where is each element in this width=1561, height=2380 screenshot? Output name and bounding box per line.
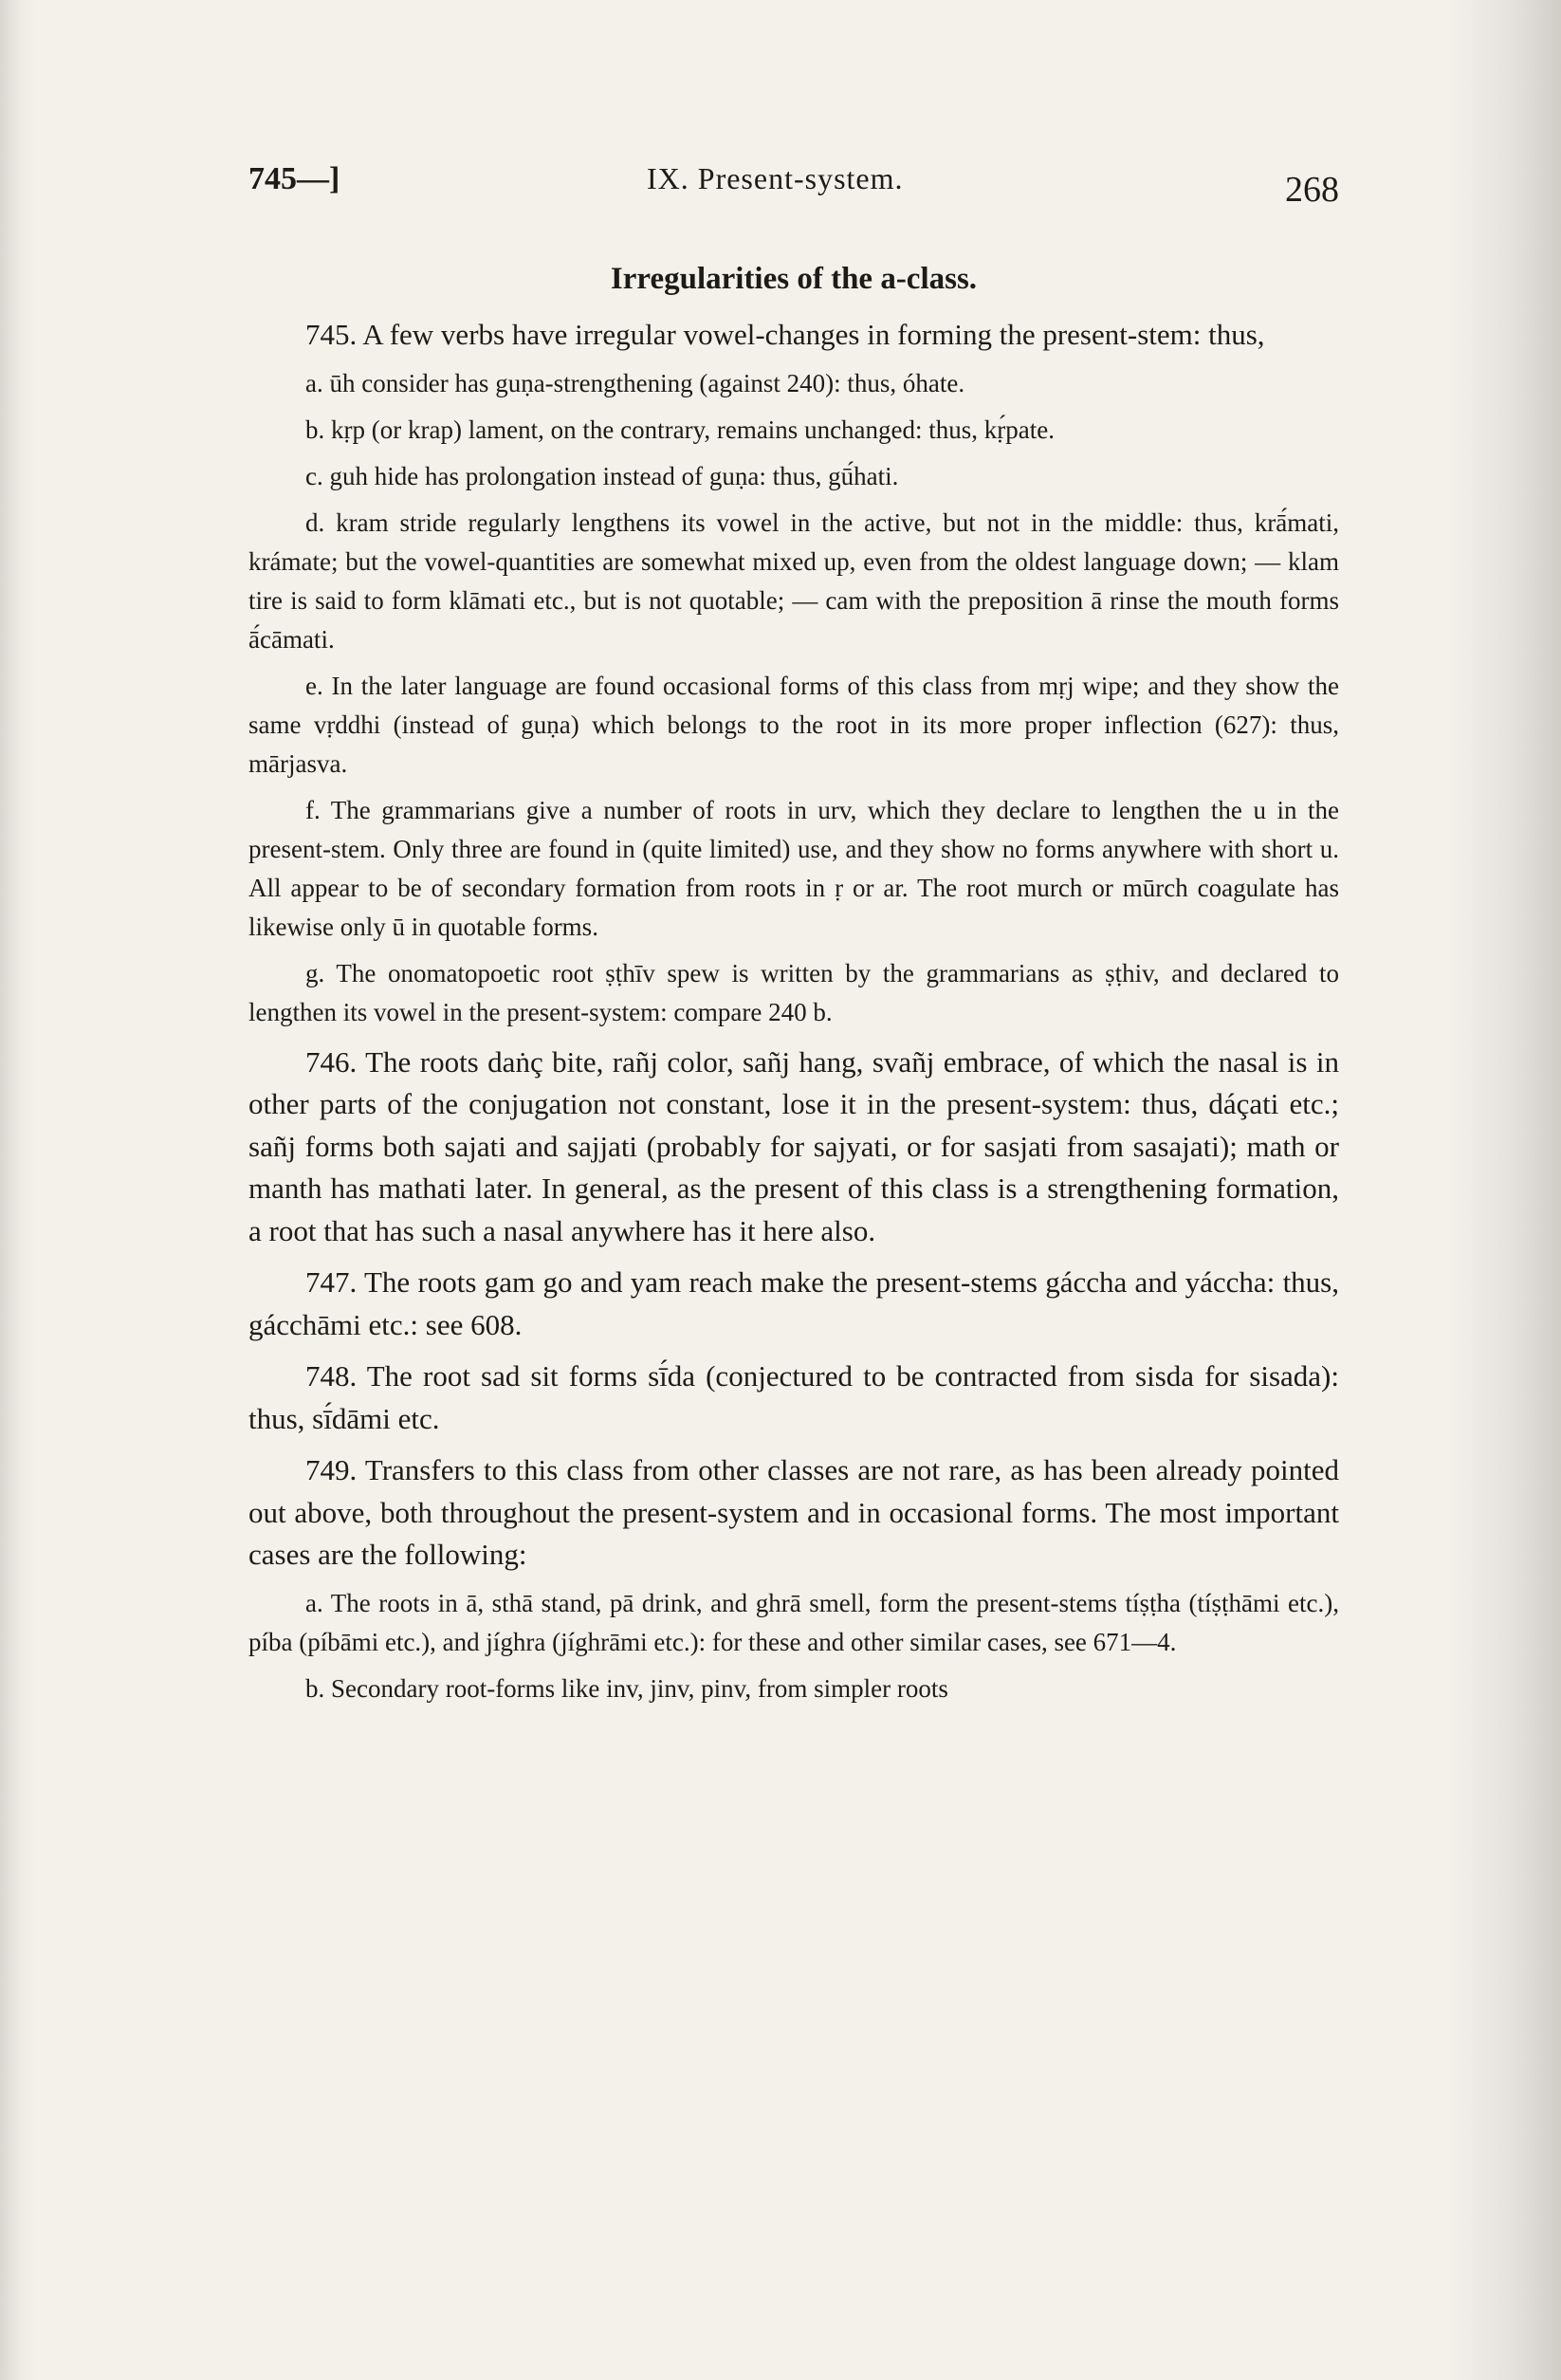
page-number: 268 — [1285, 170, 1339, 210]
paragraph-749: 749. Transfers to this class from other classes are not rare, as has been already pointed out above, both throughout the present-system and in occasional forms. The most important cases are the following: — [248, 1453, 1339, 1571]
paragraph-746: 746. The roots daṅç bite, rañj color, sañj hang, svañj embrace, of which the nasal is in other parts of the conjugation not constant, lose it in the present-system: thus, dáçati etc.; sañj forms both sajati and sajjati (probably for sajyati, or for sasjati from sasajati); math or manth has mathati later. In general, as the present of this class is a strengthening formation, a root that has such a nasal anywhere has it here also. — [248, 1044, 1339, 1247]
subparagraph-745c: c. guh hide has prolongation instead of guṇa: thus, gū́hati. — [305, 461, 899, 490]
scan-edge-left — [0, 0, 36, 2380]
subparagraph-745a: a. ūh consider has guṇa-strengthening (against 240): thus, óhate. — [305, 368, 965, 397]
paragraph-748: 748. The root sad sit forms sī́da (conjectured to be contracted from sisda for sisada): thus, sī́dāmi etc. — [248, 1359, 1339, 1435]
book-page — [248, 152, 1339, 1708]
chapter-title: IX. Present-system. — [647, 161, 904, 195]
subparagraph-745b: b. kṛp (or krap) lament, on the contrary, remains unchanged: thus, kṛ́pate. — [305, 415, 1055, 444]
section-heading: Irregularities of the a-class. — [610, 262, 978, 296]
section-range: 745—] — [248, 161, 340, 196]
paragraph-747: 747. The roots gam go and yam reach make the present-stems gáccha and yáccha: thus, gácchāmi etc.: see 608. — [248, 1265, 1339, 1341]
paragraph-745: 745. A few verbs have irregular vowel-changes in forming the present-stem: thus, — [305, 318, 1265, 351]
subparagraph-745g: g. The onomatopoetic root ṣṭhīv spew is written by the grammarians as ṣṭhiv, and declared to lengthen its vowel in the present-system: compare 240 b. — [248, 958, 1339, 1026]
scan-edge-right — [1447, 0, 1561, 2380]
subparagraph-745d: d. kram stride regularly lengthens its vowel in the active, but not in the middle: thus, krā́mati, krámate; but the vowel-quantities are somewhat mixed up, even from the oldest language down; — klam tire is said to form klāmati etc., but is not quotable; — cam with the preposition ā rinse the mouth forms ā́cāmati. — [248, 507, 1339, 654]
running-head — [248, 152, 1339, 218]
subparagraph-745e: e. In the later language are found occasional forms of this class from mṛj wipe; and they show the same vṛddhi (instead of guṇa) which belongs to the root in its more proper inflection (627): thus, mārjasva. — [248, 671, 1339, 778]
subparagraph-749a: a. The roots in ā, sthā stand, pā drink, and ghrā smell, form the present-stems tíṣṭha (tíṣṭhāmi etc.), píba (píbāmi etc.), and jíghra (jíghrāmi etc.): for these and other similar cases, see 671—4. — [248, 1588, 1339, 1656]
subparagraph-745f: f. The grammarians give a number of roots in urv, which they declare to lengthen the u in the present-stem. Only three are found in (quite limited) use, and they show no forms anywhere with short u. All appear to be of secondary formation from roots in ṛ or ar. The root murch or mūrch coagulate has likewise only ū in quotable forms. — [248, 795, 1339, 941]
body-text — [248, 314, 1339, 1708]
subparagraph-749b: b. Secondary root-forms like inv, jinv, pinv, from simpler roots — [305, 1673, 948, 1703]
